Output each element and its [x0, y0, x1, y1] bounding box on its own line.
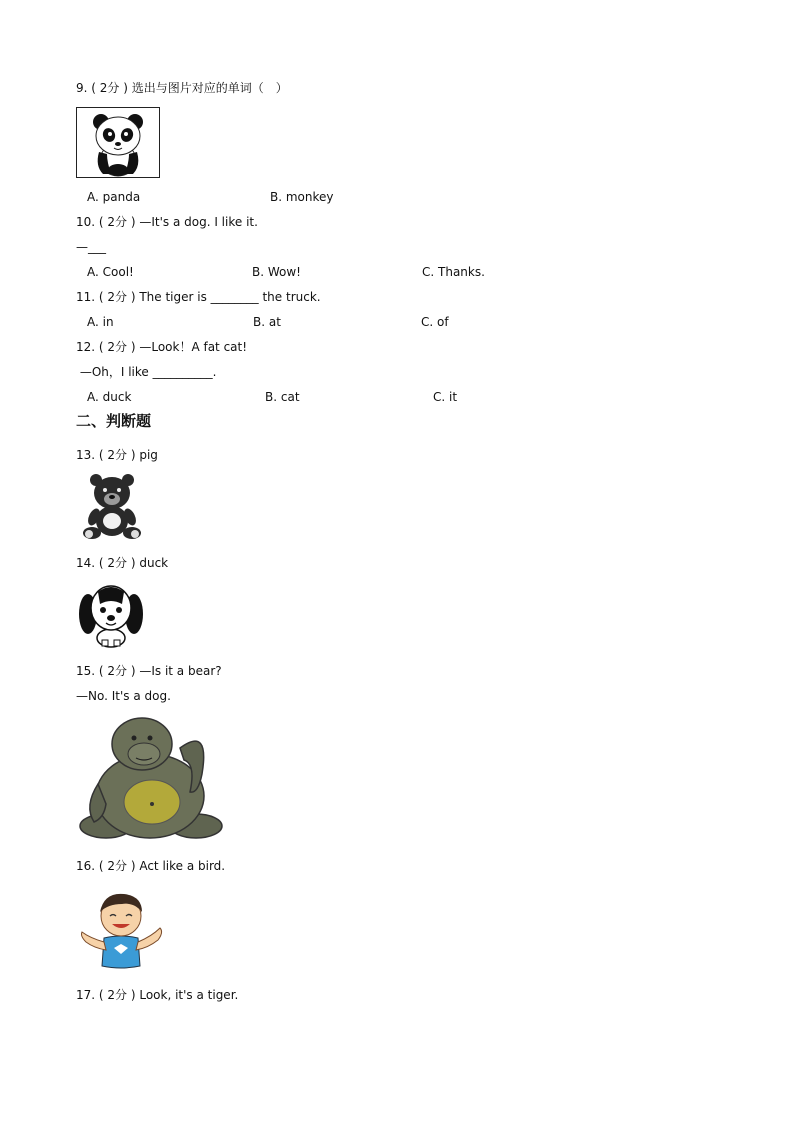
q12-option-a: A. duck: [87, 390, 132, 404]
gorilla-icon: [78, 714, 224, 842]
q10-option-b: B. Wow!: [252, 265, 301, 279]
q15-stem: 15. ( 2分 ) —Is it a bear?: [76, 664, 222, 678]
q17-stem: 17. ( 2分 ) Look, it's a tiger.: [76, 988, 239, 1002]
q11-option-c: C. of: [421, 315, 449, 329]
q9-option-b: B. monkey: [270, 190, 334, 204]
q12-line2: —Oh，I like __________.: [76, 365, 217, 379]
q14-stem: 14. ( 2分 ) duck: [76, 556, 169, 570]
section-title: 二、判断题: [76, 412, 152, 430]
q15-line2: —No. It's a dog.: [76, 689, 171, 703]
puppy-icon: [78, 580, 144, 648]
black-bear-toy-icon: [80, 471, 144, 543]
q11-option-b: B. at: [253, 315, 281, 329]
boy-flapping-arms-icon: [78, 888, 164, 970]
q10-answer-line: —___: [76, 240, 106, 254]
q10-stem: 10. ( 2分 ) —It's a dog. I like it.: [76, 215, 258, 229]
panda-icon: [76, 107, 160, 178]
q16-stem: 16. ( 2分 ) Act like a bird.: [76, 859, 226, 873]
q10-option-a: A. Cool!: [87, 265, 134, 279]
q9-option-a: A. panda: [87, 190, 141, 204]
q10-option-c: C. Thanks.: [422, 265, 485, 279]
q11-stem: 11. ( 2分 ) The tiger is ________ the truck.: [76, 290, 321, 304]
q12-option-b: B. cat: [265, 390, 300, 404]
q13-stem: 13. ( 2分 ) pig: [76, 448, 158, 462]
q11-option-a: A. in: [87, 315, 114, 329]
q12-stem: 12. ( 2分 ) —Look！A fat cat!: [76, 340, 248, 354]
q12-option-c: C. it: [433, 390, 458, 404]
q9-stem: 9. ( 2分 ) 选出与图片对应的单词（ ）: [76, 81, 288, 95]
